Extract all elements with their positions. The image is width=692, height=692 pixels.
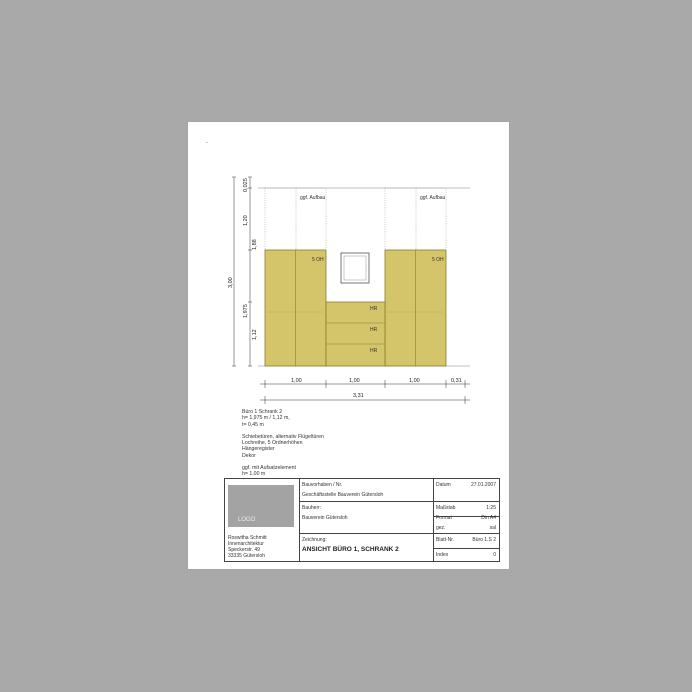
client-label: Bauherr: — [302, 505, 322, 511]
format-value: Din A4 — [481, 515, 496, 521]
scale-value: 1:25 — [486, 505, 496, 511]
project-value: Geschäftsstelle Bauverein Gütersloh — [302, 492, 384, 498]
window-pane — [344, 256, 366, 280]
dim-total-width: 3,31 — [353, 393, 364, 399]
office-profession: Innenarchitektur — [228, 541, 264, 547]
date-label: Datum — [436, 482, 451, 488]
oh-label-left: 5 OH — [312, 257, 324, 263]
vertical-dimension-chain — [232, 177, 252, 366]
scale-label: Maßstab — [436, 505, 456, 511]
dim-188: 1,88 — [252, 239, 258, 250]
aufbau-label-right: ggf. Aufbau — [420, 195, 446, 201]
client-value: Bauverein Gütersloh — [302, 515, 348, 521]
corner-mark: - — [206, 140, 208, 146]
dim-width-1: 1,00 — [291, 378, 302, 384]
cabinet-left — [265, 250, 326, 366]
notes-line-1: Schiebetüren, alternativ Flügeltüren — [242, 433, 324, 440]
dim-300: 3,00 — [228, 277, 234, 288]
aufbau-label-left: ggf. Aufbau — [300, 195, 326, 201]
date-value: 27.01.2007 — [470, 482, 496, 488]
dim-120: 1,20 — [243, 215, 249, 226]
index-label: Index — [436, 552, 449, 558]
notes-line-2: Lochreihe, 5 Ordnerhöhen — [242, 440, 303, 447]
dim-width-3: 1,00 — [409, 378, 420, 384]
dim-1975: 1,975 — [243, 304, 249, 318]
cabinet-right — [385, 250, 446, 366]
drawer-label-2: HR — [370, 327, 378, 333]
notes-dimension-2: t= 0,45 m — [242, 421, 264, 428]
specification-notes — [242, 409, 324, 478]
notes-line-4: Dekor — [242, 452, 256, 459]
notes-dimension-1: h= 1,975 m / 1,12 m, — [242, 415, 290, 422]
sheet-number-value: Büro 1.S 2 — [472, 537, 496, 543]
index-value: 0 — [493, 552, 496, 558]
drawing-title: ANSICHT BÜRO 1, SCHRANK 2 — [302, 546, 399, 553]
drawn-by-value: sal — [489, 525, 496, 531]
dim-112: 1,12 — [252, 329, 258, 340]
drawn-by-label: gez. — [436, 525, 446, 531]
title-block — [224, 478, 500, 562]
notes-line-3: Hängeregister — [242, 446, 275, 453]
office-address — [228, 535, 267, 559]
office-street: Speckerstr. 49 — [228, 547, 260, 553]
drawer-label-1: HR — [370, 306, 378, 312]
dim-width-4: 0,31 — [451, 378, 462, 384]
oh-label-right: 5 OH — [432, 257, 444, 263]
office-name: Roswitha Schmitt — [228, 535, 267, 541]
notes-title: Büro 1 Schrank 2 — [242, 409, 283, 415]
sheet-number-label: Blatt-Nr. — [436, 537, 455, 543]
office-city: 33335 Gütersloh — [228, 553, 265, 559]
logo-text: LOGO — [238, 517, 256, 523]
notes-line-5: ggf. mit Aufsatzelement — [242, 465, 296, 472]
project-label: Bauvorhaben / Nr. — [302, 482, 343, 488]
dim-0025: 0,025 — [243, 178, 249, 192]
logo-placeholder — [228, 485, 294, 527]
drawer-label-3: HR — [370, 348, 378, 354]
format-label: Format — [436, 515, 452, 521]
dim-width-2: 1,00 — [349, 378, 360, 384]
notes-line-6: h= 1,00 m — [242, 471, 266, 478]
drawing-label: Zeichnung: — [302, 537, 327, 543]
drawing-sheet — [188, 122, 509, 569]
